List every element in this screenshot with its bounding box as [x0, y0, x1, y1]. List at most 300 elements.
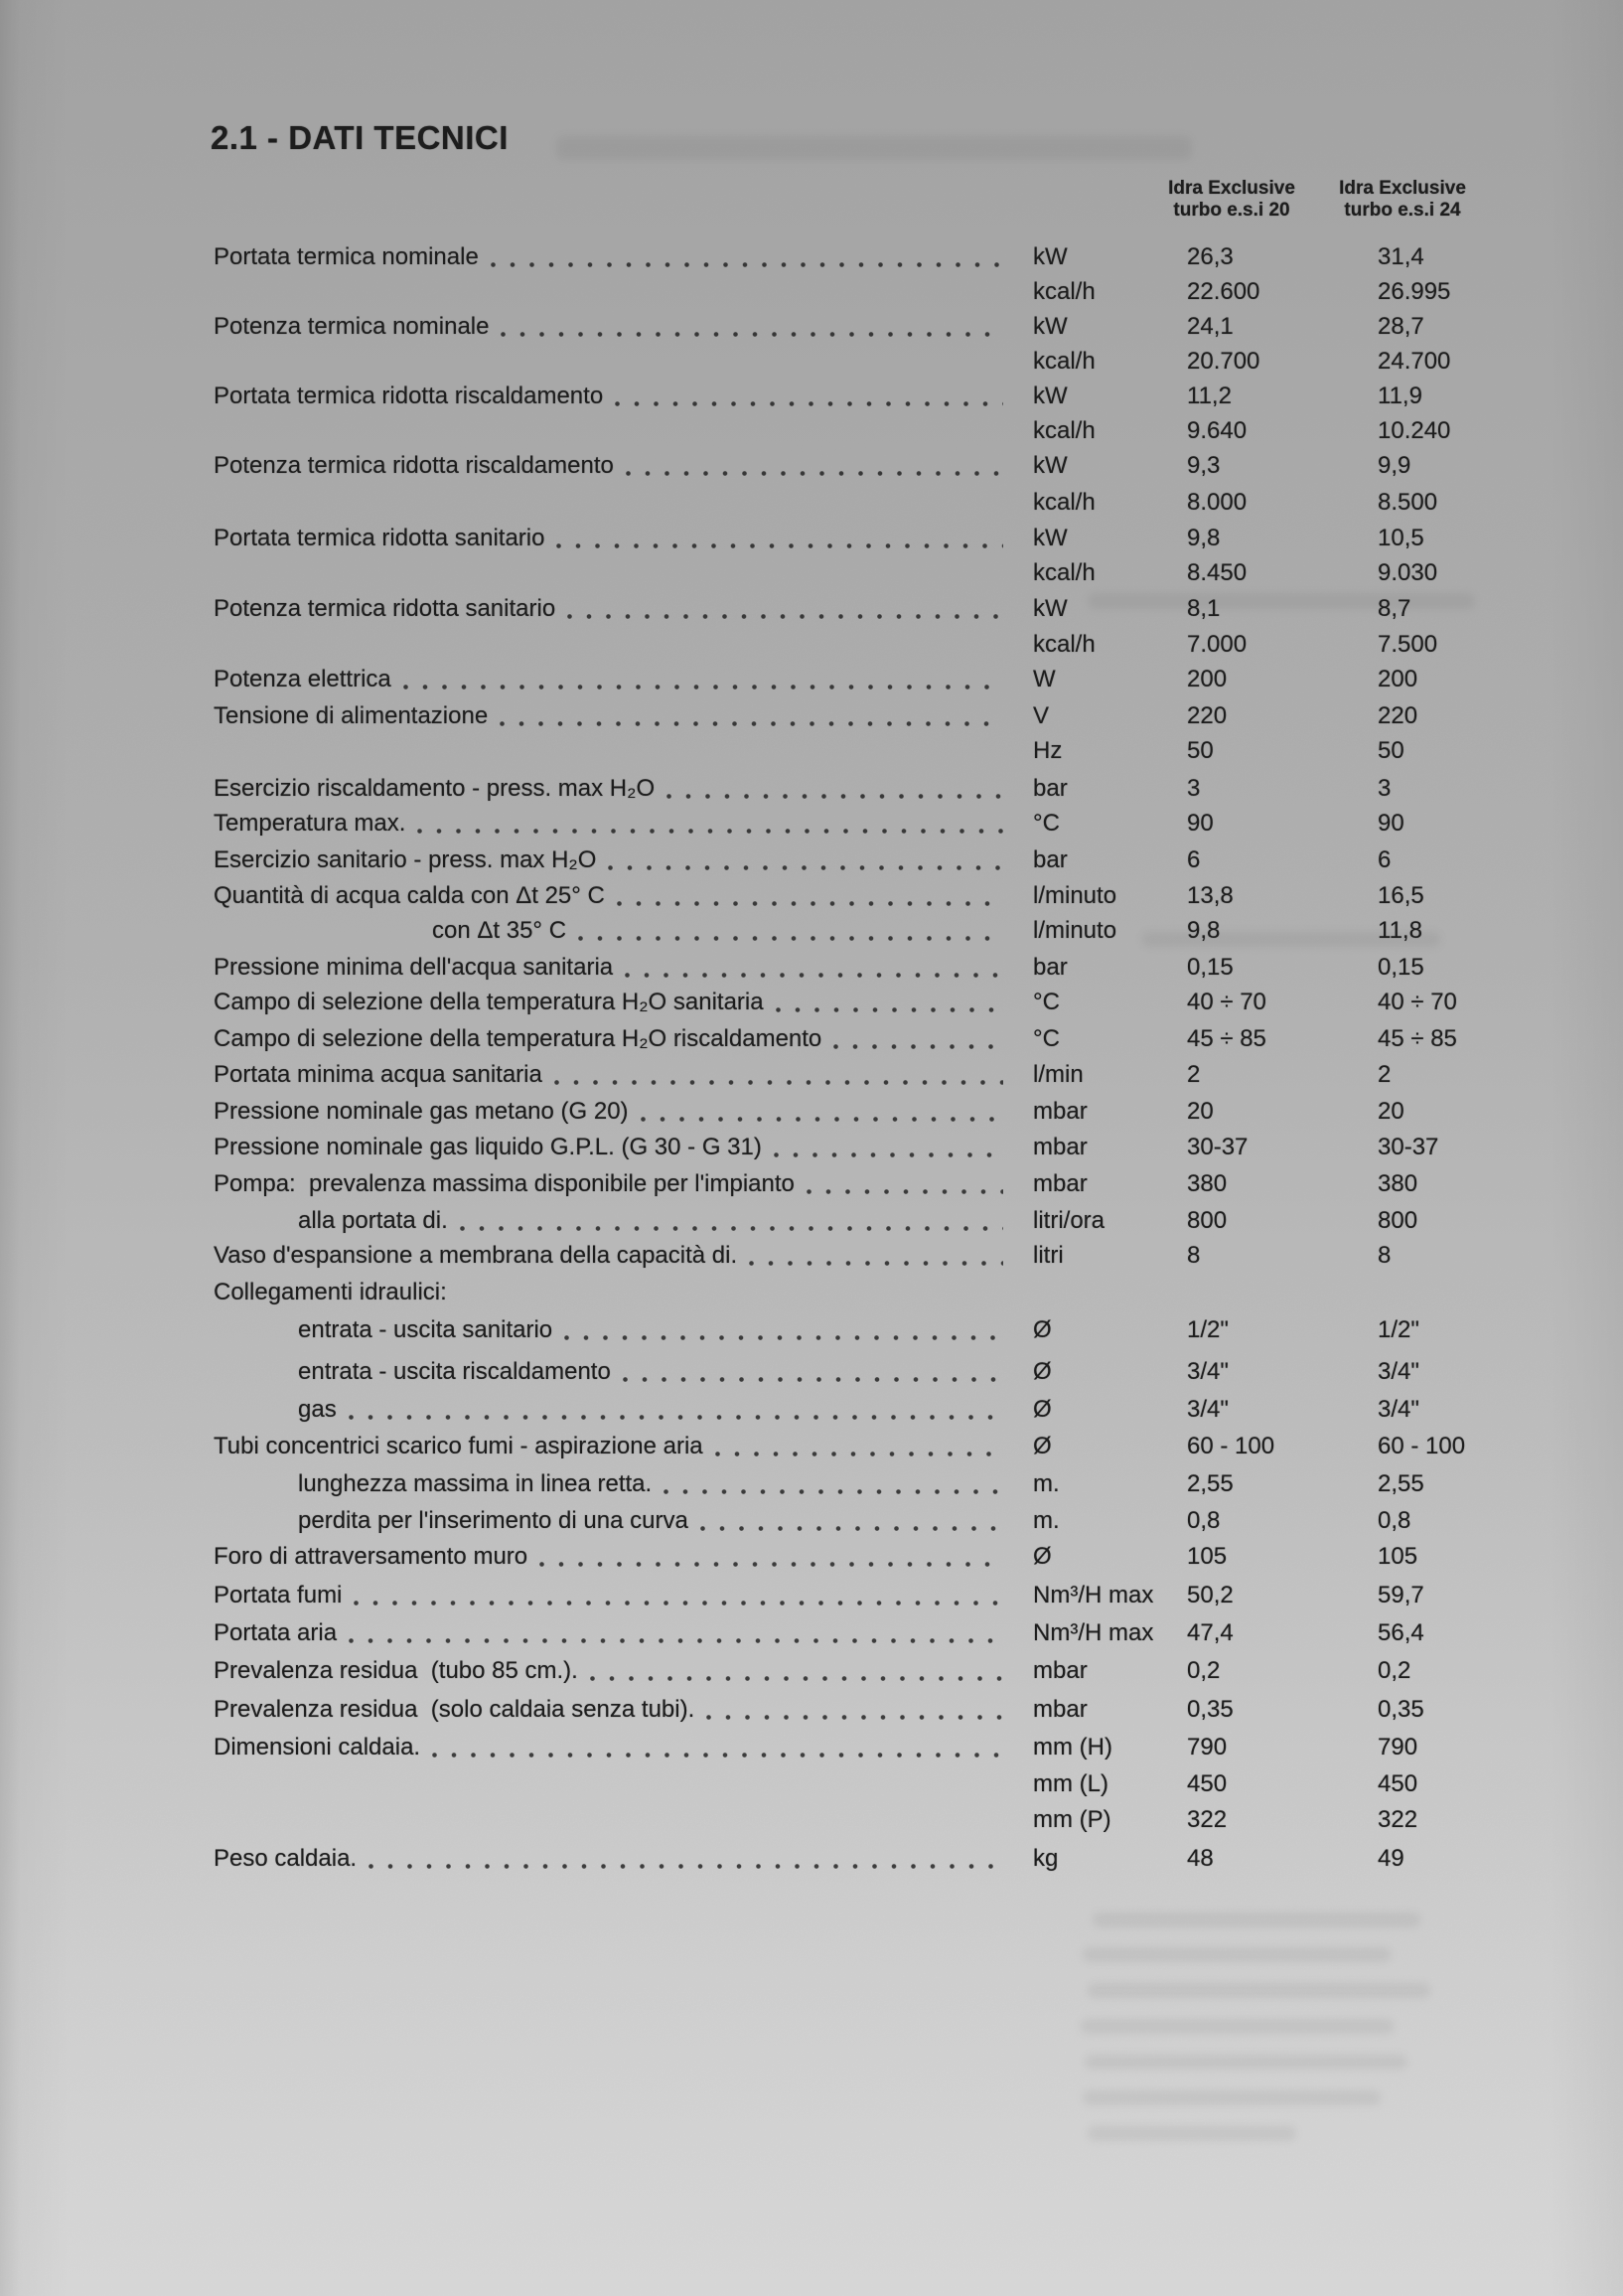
- spec-value-esi20: 0,2: [1187, 1657, 1221, 1684]
- spec-value-esi24: 0,15: [1378, 954, 1424, 981]
- spec-value-esi24: 3/4": [1378, 1396, 1419, 1423]
- spec-value-esi24: 30-37: [1378, 1134, 1439, 1160]
- spec-label: Esercizio sanitario - press. max H₂O: [214, 846, 597, 873]
- spec-label-cell: [214, 1061, 1033, 1089]
- spec-unit: kcal/h: [1033, 559, 1096, 586]
- spec-value-esi20: 50,2: [1187, 1582, 1234, 1608]
- spec-value-esi24: 60 - 100: [1378, 1433, 1466, 1459]
- spec-label-cell: [214, 1619, 1033, 1647]
- dot-leader: [417, 829, 1003, 834]
- spec-value-esi24: 3: [1378, 775, 1392, 802]
- dot-leader: [403, 685, 1003, 689]
- spec-value-esi20: 8: [1187, 1242, 1201, 1269]
- spec-value-esi20: 8,1: [1187, 595, 1221, 622]
- spec-label-cell: [214, 1242, 1033, 1270]
- spec-label: Pressione nominale gas metano (G 20): [214, 1098, 629, 1125]
- spec-label-cell: [214, 1025, 1033, 1053]
- spec-value-esi24: 380: [1378, 1170, 1418, 1197]
- spec-label: entrata - uscita riscaldamento: [298, 1358, 611, 1385]
- spec-value-esi24: 28,7: [1378, 313, 1424, 340]
- spec-label: Quantità di acqua calda con Δt 25° C: [214, 882, 605, 909]
- spec-label: Potenza termica nominale: [214, 313, 490, 340]
- spec-value-esi20: 24,1: [1187, 313, 1234, 340]
- spec-label-cell: [214, 631, 1033, 659]
- dot-leader: [608, 865, 1003, 870]
- spec-unit: l/minuto: [1033, 882, 1117, 909]
- table-row: [0, 737, 1623, 765]
- spec-unit: [1033, 1279, 1187, 1306]
- spec-label-cell: [214, 1657, 1033, 1685]
- spec-unit: kcal/h: [1033, 278, 1096, 305]
- dot-leader: [700, 1526, 1003, 1531]
- dot-leader: [460, 1226, 1003, 1231]
- spec-label-cell: [214, 1433, 1033, 1460]
- spec-label-cell: [214, 666, 1033, 693]
- spec-label: Pressione nominale gas liquido G.P.L. (G 30 - G 31): [214, 1134, 762, 1160]
- spec-value-esi20: 9,8: [1187, 525, 1221, 551]
- spec-value-esi24: 45 ÷ 85: [1378, 1025, 1457, 1052]
- spec-value-esi20: 450: [1187, 1770, 1228, 1797]
- section-title: 2.1 - DATI TECNICI: [211, 119, 509, 156]
- spec-value-esi20: 2: [1187, 1061, 1201, 1088]
- dot-leader: [641, 1117, 1003, 1122]
- spec-label-cell: [214, 417, 1033, 445]
- spec-value-esi24: 24.700: [1378, 348, 1451, 375]
- spec-label: perdita per l'inserimento di una curva: [298, 1507, 688, 1534]
- model-header-line1: Idra Exclusive: [1339, 178, 1466, 199]
- spec-value-esi20: 8.450: [1187, 559, 1248, 586]
- spec-unit: m.: [1033, 1470, 1060, 1497]
- spec-label-cell: [214, 775, 1033, 803]
- table-row: [0, 631, 1623, 659]
- spec-label: Tubi concentrici scarico fumi - aspirazione aria: [214, 1433, 703, 1459]
- spec-value-esi20: [1187, 1279, 1378, 1306]
- table-row: [0, 452, 1623, 480]
- dot-leader: [749, 1261, 1003, 1266]
- spec-label-cell: [214, 489, 1033, 517]
- spec-value-esi20: 26,3: [1187, 243, 1234, 270]
- table-row: [0, 1433, 1623, 1460]
- table-row: [0, 1279, 1623, 1306]
- dot-leader: [623, 1377, 1003, 1382]
- spec-value-esi20: 22.600: [1187, 278, 1260, 305]
- spec-value-esi20: 3: [1187, 775, 1201, 802]
- dot-leader: [491, 262, 1003, 267]
- spec-label: Portata aria: [214, 1619, 338, 1646]
- spec-value-esi20: 200: [1187, 666, 1228, 692]
- spec-label-cell: [214, 1845, 1033, 1873]
- spec-unit: Ø: [1033, 1358, 1052, 1385]
- spec-label: Potenza termica ridotta sanitario: [214, 595, 556, 622]
- spec-value-esi20: 60 - 100: [1187, 1433, 1275, 1459]
- table-row: [0, 1806, 1623, 1834]
- spec-unit: bar: [1033, 846, 1068, 873]
- dot-leader: [500, 721, 1003, 726]
- spec-label: lunghezza massima in linea retta.: [298, 1470, 653, 1497]
- spec-label-cell: [214, 313, 1033, 341]
- table-row: [0, 666, 1623, 693]
- dot-leader: [539, 1562, 1003, 1567]
- spec-label-cell: [214, 1358, 1033, 1386]
- spec-value-esi24: 9.030: [1378, 559, 1438, 586]
- spec-value-esi24: 322: [1378, 1806, 1418, 1833]
- dot-leader: [556, 543, 1003, 548]
- spec-unit: bar: [1033, 954, 1068, 981]
- spec-value-esi20: 40 ÷ 70: [1187, 989, 1266, 1015]
- table-row: [0, 1207, 1623, 1235]
- spec-value-esi20: 30-37: [1187, 1134, 1249, 1160]
- table-row: [0, 417, 1623, 445]
- spec-value-esi20: 48: [1187, 1845, 1214, 1872]
- dot-leader: [664, 1489, 1003, 1494]
- spec-unit: kW: [1033, 525, 1068, 551]
- table-row: [0, 1582, 1623, 1609]
- spec-value-esi20: 50: [1187, 737, 1214, 764]
- spec-label-cell: [214, 1582, 1033, 1609]
- spec-value-esi24: 6: [1378, 846, 1392, 873]
- spec-label: Portata termica ridotta riscaldamento: [214, 383, 604, 409]
- spec-unit: bar: [1033, 775, 1068, 802]
- spec-value-esi20: 3/4": [1187, 1396, 1229, 1423]
- spec-value-esi24: 26.995: [1378, 278, 1451, 305]
- spec-unit: kcal/h: [1033, 489, 1096, 516]
- spec-value-esi24: 90: [1378, 810, 1404, 837]
- spec-value-esi24: 790: [1378, 1734, 1418, 1760]
- spec-unit: Nm³/H max: [1033, 1582, 1154, 1608]
- spec-value-esi20: 9.640: [1187, 417, 1248, 444]
- spec-value-esi20: 3/4": [1187, 1358, 1229, 1385]
- dot-leader: [715, 1452, 1003, 1456]
- spec-unit: kcal/h: [1033, 348, 1096, 375]
- spec-unit: Ø: [1033, 1316, 1052, 1343]
- dot-leader: [774, 1152, 1003, 1157]
- spec-label: Campo di selezione della temperatura H₂O sanitaria: [214, 989, 764, 1015]
- spec-label: Dimensioni caldaia.: [214, 1734, 421, 1760]
- spec-label: Prevalenza residua (tubo 85 cm.).: [214, 1657, 578, 1684]
- spec-value-esi24: 3/4": [1378, 1358, 1419, 1385]
- table-row: [0, 810, 1623, 838]
- spec-label-cell: [214, 1207, 1033, 1235]
- dot-leader: [564, 1335, 1003, 1340]
- table-row: [0, 1845, 1623, 1873]
- spec-value-esi24: 200: [1378, 666, 1418, 692]
- table-row: [0, 1134, 1623, 1161]
- spec-label-cell: [214, 1507, 1033, 1535]
- spec-value-esi24: 20: [1378, 1098, 1404, 1125]
- spec-label: Tensione di alimentazione: [214, 702, 489, 729]
- spec-value-esi20: 13,8: [1187, 882, 1234, 909]
- spec-label-cell: [214, 810, 1033, 838]
- spec-value-esi20: 1/2": [1187, 1316, 1229, 1343]
- table-row: [0, 882, 1623, 910]
- spec-label-cell: [214, 243, 1033, 271]
- spec-label-cell: [214, 846, 1033, 874]
- spec-unit: mbar: [1033, 1657, 1088, 1684]
- dot-leader: [615, 401, 1003, 406]
- table-row: [0, 1358, 1623, 1386]
- spec-label-cell: [214, 278, 1033, 306]
- spec-label-cell: [214, 1134, 1033, 1161]
- table-row: [0, 1061, 1623, 1089]
- spec-label: Vaso d'espansione a membrana della capacità di.: [214, 1242, 738, 1269]
- model-header-line2: turbo e.s.i 24: [1344, 199, 1461, 221]
- spec-unit: mm (H): [1033, 1734, 1112, 1760]
- spec-value-esi24: 16,5: [1378, 882, 1424, 909]
- spec-value-esi20: 2,55: [1187, 1470, 1234, 1497]
- spec-value-esi24: 10,5: [1378, 525, 1424, 551]
- dot-leader: [833, 1044, 1003, 1049]
- spec-value-esi20: 7.000: [1187, 631, 1248, 658]
- spec-label-cell: [214, 1396, 1033, 1424]
- spec-value-esi20: 0,8: [1187, 1507, 1221, 1534]
- dot-leader: [626, 471, 1003, 476]
- spec-unit: mbar: [1033, 1170, 1088, 1197]
- spec-value-esi24: 59,7: [1378, 1582, 1424, 1608]
- spec-value-esi20: 45 ÷ 85: [1187, 1025, 1266, 1052]
- spec-unit: Ø: [1033, 1543, 1052, 1570]
- table-row: [0, 989, 1623, 1016]
- dot-leader: [349, 1638, 1003, 1643]
- spec-value-esi24: 40 ÷ 70: [1378, 989, 1457, 1015]
- spec-value-esi24: 9,9: [1378, 452, 1411, 479]
- spec-value-esi24: 2: [1378, 1061, 1392, 1088]
- table-row: [0, 525, 1623, 552]
- table-row: [0, 1316, 1623, 1344]
- dot-leader: [617, 901, 1003, 906]
- spec-value-esi24: 56,4: [1378, 1619, 1424, 1646]
- spec-label: Foro di attraversamento muro: [214, 1543, 528, 1570]
- spec-label: Peso caldaia.: [214, 1845, 358, 1872]
- spec-value-esi24: 450: [1378, 1770, 1418, 1797]
- spec-label-cell: [214, 1806, 1033, 1834]
- spec-unit: kW: [1033, 452, 1068, 479]
- spec-label: Temperatura max.: [214, 810, 406, 837]
- spec-unit: kg: [1033, 1845, 1059, 1872]
- spec-value-esi24: 50: [1378, 737, 1404, 764]
- spec-label: Potenza termica ridotta riscaldamento: [214, 452, 614, 479]
- spec-label: Campo di selezione della temperatura H₂O riscaldamento: [214, 1025, 822, 1052]
- table-row: [0, 1619, 1623, 1647]
- table-row: [0, 1098, 1623, 1126]
- spec-label: con Δt 35° C: [432, 917, 567, 944]
- table-row: [0, 1543, 1623, 1571]
- spec-label-cell: [214, 559, 1033, 587]
- spec-value-esi24: 220: [1378, 702, 1418, 729]
- spec-label-cell: [214, 917, 1033, 945]
- table-row: [0, 775, 1623, 803]
- spec-unit: V: [1033, 702, 1050, 729]
- spec-value-esi24: 11,9: [1378, 383, 1422, 409]
- spec-value-esi24: 11,8: [1378, 917, 1422, 944]
- spec-label-cell: [214, 1543, 1033, 1571]
- table-row: [0, 348, 1623, 376]
- table-row: [0, 954, 1623, 982]
- spec-value-esi24: 105: [1378, 1543, 1418, 1570]
- spec-value-esi24: 8: [1378, 1242, 1392, 1269]
- table-row: [0, 313, 1623, 341]
- spec-value-esi24: 49: [1378, 1845, 1404, 1872]
- model-header-line1: Idra Exclusive: [1168, 178, 1295, 199]
- spec-value-esi20: 800: [1187, 1207, 1228, 1234]
- spec-value-esi20: 90: [1187, 810, 1214, 837]
- table-row: [0, 489, 1623, 517]
- spec-value-esi24: 0,35: [1378, 1696, 1424, 1723]
- spec-unit: mm (L): [1033, 1770, 1108, 1797]
- spec-unit: kW: [1033, 243, 1068, 270]
- spec-label-cell: [214, 1316, 1033, 1344]
- spec-unit: l/min: [1033, 1061, 1084, 1088]
- spec-label: alla portata di.: [298, 1207, 448, 1234]
- spec-value-esi24: 0,8: [1378, 1507, 1411, 1534]
- spec-value-esi20: 322: [1187, 1806, 1228, 1833]
- spec-unit: l/minuto: [1033, 917, 1117, 944]
- dot-leader: [578, 936, 1003, 941]
- dot-leader: [625, 973, 1003, 978]
- spec-unit: °C: [1033, 1025, 1060, 1052]
- spec-value-esi20: 11,2: [1187, 383, 1232, 409]
- table-row: [0, 1770, 1623, 1798]
- spec-label: Potenza elettrica: [214, 666, 391, 692]
- spec-unit: kcal/h: [1033, 631, 1096, 658]
- table-row: [0, 1696, 1623, 1724]
- spec-unit: Ø: [1033, 1433, 1052, 1459]
- spec-value-esi20: 790: [1187, 1734, 1228, 1760]
- spec-unit: litri/ora: [1033, 1207, 1106, 1234]
- table-row: [0, 383, 1623, 410]
- spec-label: entrata - uscita sanitario: [298, 1316, 553, 1343]
- spec-label-cell: [214, 882, 1033, 910]
- spec-label-cell: [214, 1470, 1033, 1498]
- table-row: [0, 1470, 1623, 1498]
- spec-unit: mm (P): [1033, 1806, 1111, 1833]
- table-row: [0, 559, 1623, 587]
- spec-value-esi24: 2,55: [1378, 1470, 1424, 1497]
- spec-unit: W: [1033, 666, 1056, 692]
- spec-unit: kcal/h: [1033, 417, 1096, 444]
- spec-unit: °C: [1033, 989, 1060, 1015]
- model-header-line2: turbo e.s.i 20: [1173, 199, 1290, 221]
- spec-label-cell: [214, 989, 1033, 1016]
- table-row: [0, 1657, 1623, 1685]
- spec-value-esi20: 8.000: [1187, 489, 1248, 516]
- spec-unit: Ø: [1033, 1396, 1052, 1423]
- table-row: [0, 1170, 1623, 1198]
- spec-label: gas: [298, 1396, 337, 1423]
- spec-label-cell: [214, 525, 1033, 552]
- spec-unit: kW: [1033, 383, 1068, 409]
- spec-label-cell: [214, 1170, 1033, 1198]
- table-row: [0, 1734, 1623, 1761]
- spec-unit: mbar: [1033, 1696, 1088, 1723]
- table-row: [0, 917, 1623, 945]
- table-row: [0, 243, 1623, 271]
- spec-unit: Hz: [1033, 737, 1063, 764]
- spec-value-esi20: 20.700: [1187, 348, 1260, 375]
- spec-value-esi20: 9,8: [1187, 917, 1221, 944]
- table-row: [0, 1242, 1623, 1270]
- spec-label: Portata termica nominale: [214, 243, 479, 270]
- spec-unit: kW: [1033, 313, 1068, 340]
- dot-leader: [666, 794, 1003, 799]
- spec-label: Pressione minima dell'acqua sanitaria: [214, 954, 614, 981]
- spec-value-esi20: 20: [1187, 1098, 1214, 1125]
- dot-leader: [776, 1007, 1003, 1012]
- spec-label-cell: [214, 954, 1033, 982]
- spec-value-esi24: 10.240: [1378, 417, 1451, 444]
- spec-value-esi24: 7.500: [1378, 631, 1438, 658]
- spec-label: Esercizio riscaldamento - press. max H₂O: [214, 775, 656, 802]
- spec-label-cell: [214, 1770, 1033, 1798]
- dot-leader: [554, 1080, 1003, 1085]
- spec-value-esi20: 0,15: [1187, 954, 1234, 981]
- spec-value-esi24: 8.500: [1378, 489, 1438, 516]
- spec-unit: m.: [1033, 1507, 1060, 1534]
- spec-value-esi20: 0,35: [1187, 1696, 1234, 1723]
- dot-leader: [369, 1864, 1003, 1869]
- spec-unit: Nm³/H max: [1033, 1619, 1154, 1646]
- spec-value-esi20: 9,3: [1187, 452, 1221, 479]
- dot-leader: [706, 1715, 1003, 1720]
- spec-label-cell: [214, 1734, 1033, 1761]
- table-row: [0, 1396, 1623, 1424]
- spec-unit: kW: [1033, 595, 1068, 622]
- table-row: [0, 595, 1623, 623]
- spec-value-esi24: [1378, 1279, 1623, 1306]
- spec-value-esi20: 220: [1187, 702, 1228, 729]
- dot-leader: [501, 332, 1003, 337]
- dot-leader: [432, 1753, 1003, 1758]
- spec-unit: mbar: [1033, 1098, 1088, 1125]
- spec-value-esi20: 105: [1187, 1543, 1228, 1570]
- spec-label-cell: [214, 702, 1033, 730]
- spec-label-cell: [214, 348, 1033, 376]
- dot-leader: [349, 1415, 1003, 1420]
- table-row: [0, 702, 1623, 730]
- spec-value-esi24: 0,2: [1378, 1657, 1411, 1684]
- spec-unit: °C: [1033, 810, 1060, 837]
- spec-label: Portata minima acqua sanitaria: [214, 1061, 542, 1088]
- spec-value-esi20: 6: [1187, 846, 1201, 873]
- spec-label: Portata termica ridotta sanitario: [214, 525, 545, 551]
- spec-label: Prevalenza residua (solo caldaia senza tubi).: [214, 1696, 695, 1723]
- spec-unit: litri: [1033, 1242, 1064, 1269]
- dot-leader: [807, 1189, 1003, 1194]
- table-row: [0, 1025, 1623, 1053]
- table-row: [0, 1507, 1623, 1535]
- spec-label-cell: [214, 1098, 1033, 1126]
- spec-label-cell: [214, 595, 1033, 623]
- spec-value-esi24: 8,7: [1378, 595, 1411, 622]
- spec-label: Pompa: prevalenza massima disponibile per l'impianto: [214, 1170, 795, 1197]
- spec-label-cell: [214, 737, 1033, 765]
- spec-label: Collegamenti idraulici:: [214, 1279, 447, 1305]
- spec-label: Portata fumi: [214, 1582, 343, 1608]
- spec-value-esi24: 31,4: [1378, 243, 1424, 270]
- spec-unit: mbar: [1033, 1134, 1088, 1160]
- spec-value-esi20: 47,4: [1187, 1619, 1234, 1646]
- spec-value-esi24: 800: [1378, 1207, 1418, 1234]
- dot-leader: [354, 1601, 1003, 1606]
- dot-leader: [567, 614, 1003, 619]
- spec-value-esi24: 1/2": [1378, 1316, 1419, 1343]
- table-row: [0, 846, 1623, 874]
- spec-label-cell: [214, 1279, 1033, 1306]
- spec-value-esi20: 380: [1187, 1170, 1228, 1197]
- table-row: [0, 278, 1623, 306]
- dot-leader: [590, 1676, 1003, 1681]
- spec-label-cell: [214, 383, 1033, 410]
- spec-label-cell: [214, 1696, 1033, 1724]
